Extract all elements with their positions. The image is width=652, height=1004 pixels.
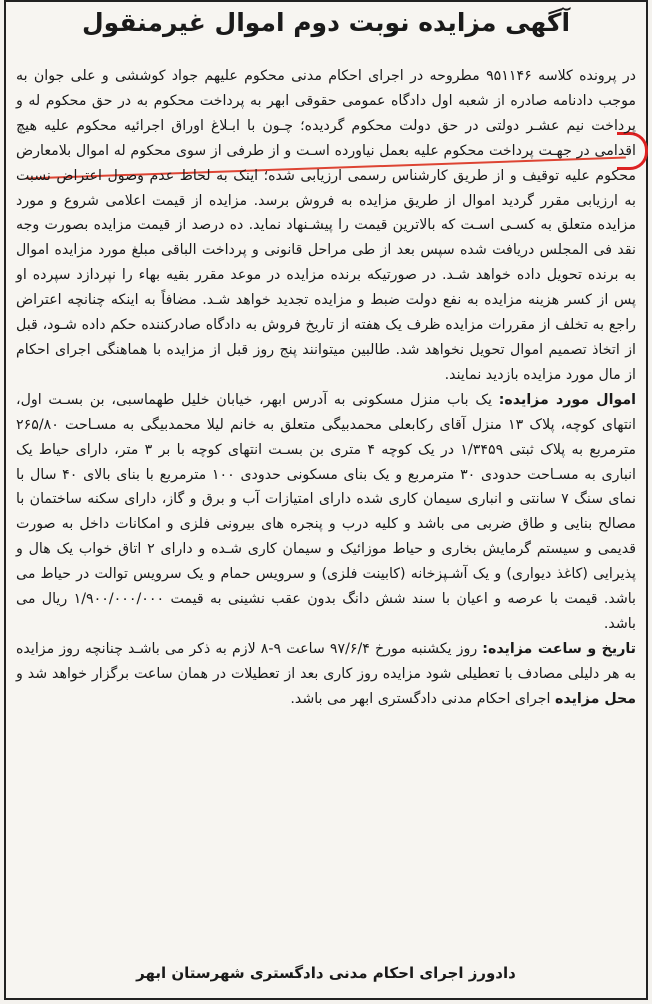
datetime-text-2: اجرای احکام مدنی دادگستری ابهر می باشد. [290, 690, 556, 707]
notice-footer: دادورز اجرای احکام مدنی دادگستری شهرستان ابهر [136, 964, 516, 982]
notice-body [16, 64, 636, 712]
datetime-paragraph [16, 637, 636, 712]
notice-frame [4, 0, 648, 1000]
datetime-heading: تاریخ و ساعت مزایده: [482, 640, 637, 657]
property-text: یک باب منزل مسکونی به آدرس ابهر، خیابان خلیل طهماسبی، بن بسـت اول، انتهای کوچه، پلاک ۱۳ منزل آقای رکابعلی محمدبیگی متعلق به خانم لیلا محمدبیگی به مسـاحت ۲۶۵/۸۰ مترمربع به پلاک ثبتی ۱/۳۴۵۹ در یک کوچه ۴ متری بن بسـت انتهای کوچه با بر ۳ متر، دارای حیاط یک انباری به مسـاحت حدودی ۳۰ مترمربع و یک بنای مسکونی حدودی ۱۰۰ مترمربع با بنای بالای ۴۰ سال با نمای سنگ ۷ سانتی و انباری سیمان کاری شده دارای امتیازات آب و برق و گاز، دارای سکنه ساختمان با مصالح بنایی و طاق ضربی می باشد و کلیه درب و پنجره های بیرونی فلزی و امکانات داخل به صورت قدیمی و سیستم گرمایش بخاری و حیاط موزائیک و سیمان کاری شـده و دارای ۲ اتاق خواب یک هال و پذیرایی (کاغذ دیواری) و یک آشـپزخانه (کابینت فلزی) و سرویس حمام و یک سرویس توالت در حیاط می باشد. قیمت با عرصه و اعیان با سند شش دانگ بدون عقب نشینی به قیمت ۱/۹۰۰/۰۰۰/۰۰۰ ریال می باشد. [16, 391, 636, 632]
notice-title: آگهی مزایده نوبت دوم اموال غیرمنقول [81, 8, 571, 37]
property-heading: اموال مورد مزایده: [498, 391, 637, 408]
location-heading: محل مزایده [555, 690, 636, 707]
property-paragraph [16, 388, 636, 637]
datetime-text-1: روز یکشنبه مورخ ۹۷/۶/۴ ساعت ۹-۸ لازم به ذکر می باشـد چنانچه روز مزایده به هر دلیلی مصادف با تعطیلی شود مزایده روز کاری بعد از تعطیلات در همان ساعت برگزار خواهد شد و [16, 640, 636, 682]
intro-paragraph: در پرونده کلاسه ۹۵۱۱۴۶ مطروحه در اجرای احکام مدنی محکوم علیهم جواد کوششی و علی جوان به موجب دادنامه صادره از شعبه اول دادگاه عمومی حقوقی ابهر به پرداخت محکوم به در حق محکوم له و پرداخت نیم عشـر دولتی در حق دولت محکوم گردیده؛ چـون با ابـلاغ اوراق اجرائیه محکوم علیه هیچ اقدامی در جهـت پرداخت محکوم علیه بعمل نیاورده اسـت و از طرفی از سوی محکوم له اموال بلامعارض محکوم علیه توقیف و از طریق کارشناس رسمی ارزیابی شده؛ اینک به لحاظ عدم وصول اعتراض نسبت به ارزیابی مقرر گردید اموال از طریق مزایده به فروش برسد. مزایده از قیمت اعلامی شروع و مورد مزایده متعلق به کسـی اسـت که بالاترین قیمت را پیشـنهاد نماید. ده درصد از قیمت مزایده بصورت وجه نقد فی المجلس دریافت شده سپس بعد از طی مراحل قانونی و پرداخت الباقی مبلغ مورد مزایده اموال به برنده تحویل داده خواهد شـد. در صورتیکه برنده مزایده در موعد مقرر بقیه بهاء را نپردازد سپرده او پس از کسر هزینه مزایده به نفع دولت ضبط و مزایده تجدید خواهد شـد. مضافاً به اینکه چنانچه اعتراض راجع به تخلف از مقررات مزایده ظرف یک هفته از تاریخ فروش به دادگاه صادرکننده حکم داده شـود، قبل از اتخاذ تصمیم اموال تحویل نخواهد شد. طالبین میتوانند پنج روز قبل از مزایده با هماهنگی اجرای احکام از مال مورد مزایده بازدید نمایند. [16, 68, 636, 383]
